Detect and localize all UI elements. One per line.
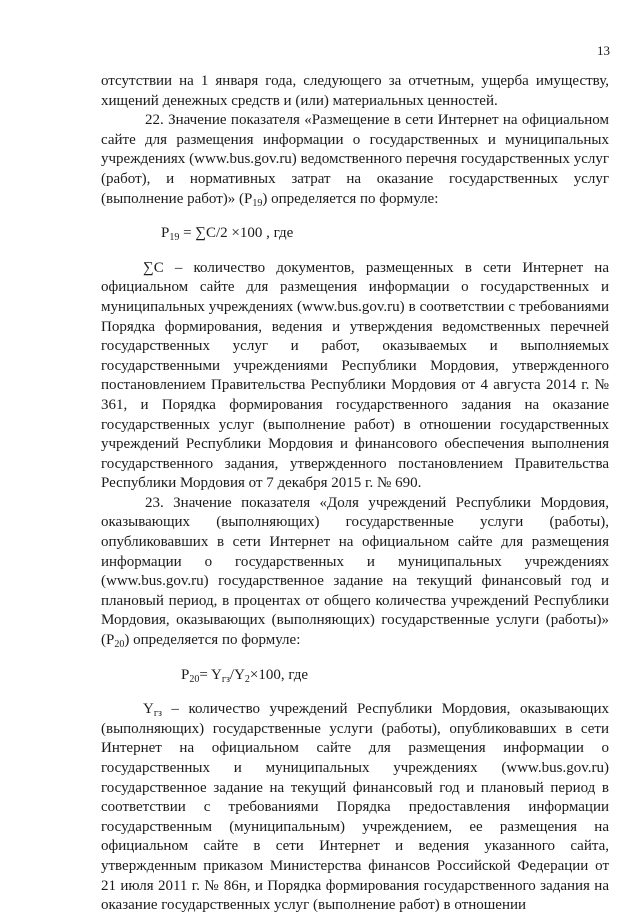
item-22-text-end: ) определяется по формуле:: [262, 190, 439, 207]
item-22-text: 22. Значение показателя «Размещение в сети Интернет на официальном сайте для размещения информации о государственных и муниципальных учреждениях (www.bus.gov.ru) ведомственного перечня государственных услуг (работ), и нормативных затрат на оказание государственных услуг (выполнение работ)» (P: [101, 112, 609, 207]
formula-p20-subscript-gz: гз: [221, 673, 230, 685]
item-23-text-end: ) определяется по формуле:: [124, 632, 301, 649]
page-number: 13: [597, 43, 610, 58]
definition-sum-c: ∑С – количество документов, размещенных в сети Интернет на официальном сайте для размещения информации о государственных и муниципальных учреждениях (www.bus.gov.ru) в соответствии с требованиями Порядка формирования, ведения и утверждения ведомственных перечней государственных услуг и работ, оказываемых и выполняемых государственными учреждениями Республики Мордовия, утвержденного постановлением Правительства Республики Мордовия от 4 августа 2014 г. № 361, и Порядка формирования государственного задания на оказание государственных услуг (выполнение работ) в отношении государственных учреждений Республики Мордовия и финансового обеспечения выполнения государственного задания, утвержденного постановлением Правительства Республики Мордовия от 7 декабря 2015 г. № 690.: [101, 259, 609, 492]
item-22-subscript: 19: [252, 197, 263, 209]
formula-p20-divide: /Y: [229, 666, 245, 683]
document-body: [101, 72, 609, 916]
formula-p20-subscript: 20: [189, 673, 200, 685]
definition-y-subscript: гз: [153, 708, 162, 720]
formula-p20: [101, 666, 609, 686]
paragraph-item-22: [101, 111, 609, 209]
formula-p19-symbol: P: [161, 225, 170, 242]
formula-p20-equals: = Y: [199, 666, 222, 683]
formula-p20-subscript-2: 2: [244, 673, 250, 685]
formula-p19-body: = ∑С/2 ×100 , где: [179, 225, 294, 242]
formula-p20-body: ×100, где: [249, 666, 309, 683]
item-23-subscript: 20: [114, 639, 125, 651]
definition-y-text: – количество учреждений Республики Мордовия, оказывающих (выполняющих) государственные услуги (работы), опубликовавших в сети Интернет на официальном сайте для размещения информации о государственных и муниципальных учреждениях (www.bus.gov.ru) государственное задание на текущий финансовый год и плановый период в соответствии с требованиями Порядка предоставления информации государственным (муниципальным) учреждением, ее размещения на официальном сайте в сети Интернет и ведения указанного сайта, утвержденным приказом Министерства финансов Российской Федерации от 21 июля 2011 г. № 86н, и Порядка формирования государственного задания на оказание государственных услуг (выполнение работ) в отношении: [101, 701, 609, 914]
formula-p19: [101, 224, 609, 244]
paragraph-intro: отсутствии на 1 января года, следующего за отчетным, ущерба имуществу, хищений денежных средств и (или) материальных ценностей.: [101, 73, 609, 109]
definition-y-gz: [101, 700, 609, 916]
definition-y-symbol: Y: [143, 701, 154, 718]
formula-p20-symbol: P: [181, 666, 190, 683]
item-23-text: 23. Значение показателя «Доля учреждений Республики Мордовия, оказывающих (выполняющих) государственные услуги (работы), опубликовавших в сети Интернет на официальном сайте для размещения информации о государственных и муниципальных учреждениях (www.bus.gov.ru) государственное задание на текущий финансовый год и плановый период, в процентах от общего количества учреждений Республики Мордовия, оказывающих (выполняющих) государственные услуги (работы)» (P: [101, 494, 609, 649]
formula-p19-subscript: 19: [169, 232, 180, 244]
paragraph-item-23: [101, 494, 609, 651]
